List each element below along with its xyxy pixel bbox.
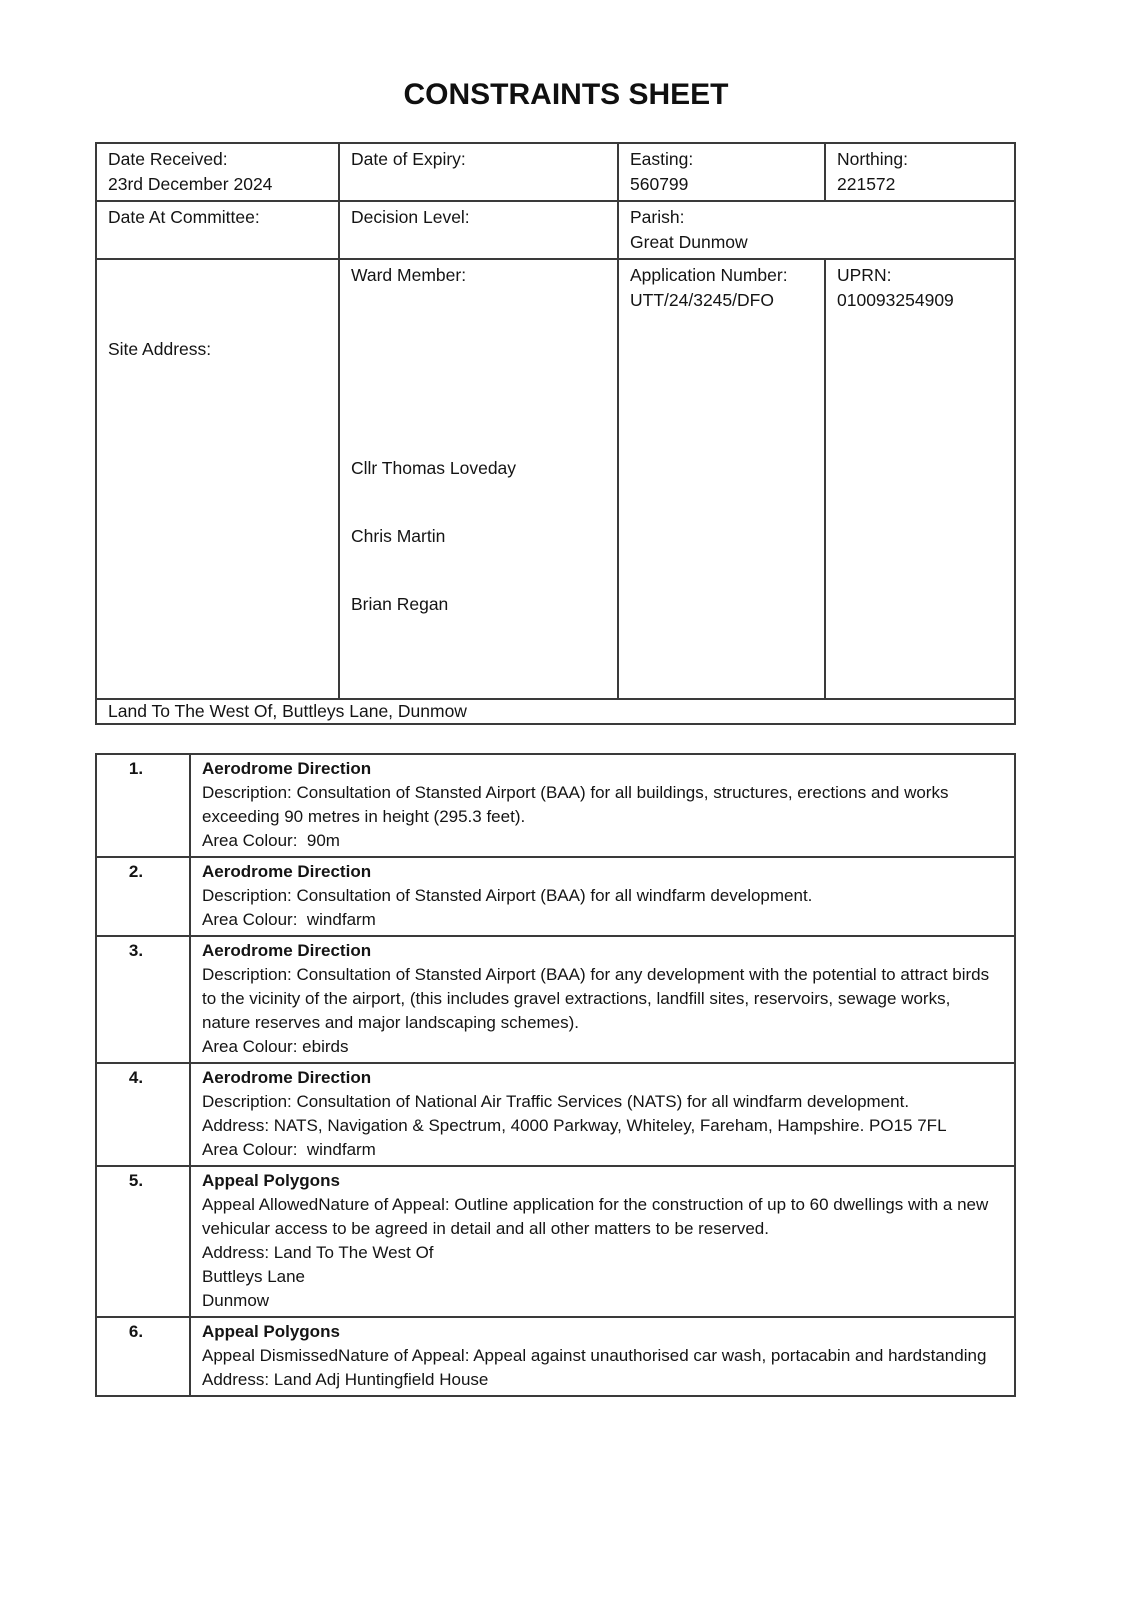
ward-member-label: Ward Member: <box>351 265 467 285</box>
date-received-cell <box>96 143 339 201</box>
constraint-number: 4. <box>96 1063 190 1166</box>
constraint-area-colour: Area Colour: windfarm <box>202 1140 376 1159</box>
constraint-row <box>96 857 1015 936</box>
constraint-type: Appeal Polygons <box>202 1171 340 1190</box>
constraint-row <box>96 1063 1015 1166</box>
constraint-body <box>190 1166 1015 1317</box>
date-of-expiry-cell <box>339 143 618 201</box>
parish-label: Parish: <box>630 207 685 227</box>
ward-member-name: Chris Martin <box>351 526 446 546</box>
decision-level-cell <box>339 201 618 259</box>
site-address-value-cell <box>96 699 1015 724</box>
constraint-number: 1. <box>96 754 190 857</box>
site-address-value: Land To The West Of, Buttleys Lane, Dunmow <box>108 701 467 721</box>
constraint-row <box>96 936 1015 1063</box>
uprn-cell <box>825 259 1015 699</box>
constraint-type: Appeal Polygons <box>202 1322 340 1341</box>
constraint-body <box>190 1317 1015 1396</box>
constraint-number: 3. <box>96 936 190 1063</box>
date-of-expiry-label: Date of Expiry: <box>351 149 466 169</box>
application-number-cell <box>618 259 825 699</box>
date-at-committee-cell <box>96 201 339 259</box>
constraint-address: Address: NATS, Navigation & Spectrum, 4000 Parkway, Whiteley, Fareham, Hampshire. PO15 7FL <box>202 1116 947 1135</box>
ward-member-name: Cllr Thomas Loveday <box>351 458 517 478</box>
constraint-area-colour: Area Colour: ebirds <box>202 1037 349 1056</box>
date-at-committee-label: Date At Committee: <box>108 207 260 227</box>
northing-value: 221572 <box>837 174 896 194</box>
constraint-type: Aerodrome Direction <box>202 1068 372 1087</box>
easting-cell <box>618 143 825 201</box>
constraint-body <box>190 1063 1015 1166</box>
constraint-number: 2. <box>96 857 190 936</box>
constraint-description: Description: Consultation of Stansted Airport (BAA) for all windfarm development. <box>202 886 813 905</box>
application-number-label: Application Number: <box>630 265 788 285</box>
constraint-description: Description: Consultation of Stansted Airport (BAA) for any development with the potential to attract birds to the vicinity of the airport, (this includes gravel extractions, landfill sites, reservoirs, sewage works, nature reserves and major landscaping schemes). <box>202 965 994 1032</box>
constraint-address: Address: Land Adj Huntingfield House <box>202 1370 489 1389</box>
constraint-number: 6. <box>96 1317 190 1396</box>
parish-value: Great Dunmow <box>630 232 748 252</box>
page-title: CONSTRAINTS SHEET <box>403 78 729 111</box>
constraint-address: Address: Land To The West Of <box>202 1243 434 1262</box>
constraint-body <box>190 754 1015 857</box>
date-received-label: Date Received: <box>108 149 228 169</box>
easting-label: Easting: <box>630 149 694 169</box>
northing-cell <box>825 143 1015 201</box>
info-row-committee <box>96 201 1015 259</box>
info-table <box>95 142 1016 725</box>
constraints-table <box>95 753 1016 1397</box>
constraint-area-colour: Area Colour: 90m <box>202 831 340 850</box>
constraint-row <box>96 754 1015 857</box>
constraint-body <box>190 936 1015 1063</box>
constraint-description: Appeal DismissedNature of Appeal: Appeal against unauthorised car wash, portacabin and hardstanding <box>202 1346 987 1365</box>
constraint-number: 5. <box>96 1166 190 1317</box>
constraint-description: Description: Consultation of Stansted Airport (BAA) for all buildings, structures, erections and works exceeding 90 metres in height (295.3 feet). <box>202 783 954 826</box>
constraint-row <box>96 1166 1015 1317</box>
info-row-dates <box>96 143 1015 201</box>
date-received-value: 23rd December 2024 <box>108 174 273 194</box>
constraint-description: Description: Consultation of National Air Traffic Services (NATS) for all windfarm development. <box>202 1092 910 1111</box>
constraint-address: Dunmow <box>202 1291 270 1310</box>
application-number-value: UTT/24/3245/DFO <box>630 290 774 310</box>
uprn-value: 010093254909 <box>837 290 954 310</box>
info-row-main <box>96 259 1015 699</box>
constraint-type: Aerodrome Direction <box>202 862 372 881</box>
northing-label: Northing: <box>837 149 909 169</box>
easting-value: 560799 <box>630 174 689 194</box>
ward-member-cell <box>339 259 618 699</box>
constraint-address: Buttleys Lane <box>202 1267 306 1286</box>
constraint-body <box>190 857 1015 936</box>
constraint-area-colour: Area Colour: windfarm <box>202 910 376 929</box>
info-row-site-address-value <box>96 699 1015 724</box>
ward-member-name: Brian Regan <box>351 594 449 614</box>
constraint-description: Appeal AllowedNature of Appeal: Outline application for the construction of up to 60 dwellings with a new vehicular access to be agreed in detail and all other matters to be reserved. <box>202 1195 994 1238</box>
decision-level-label: Decision Level: <box>351 207 470 227</box>
uprn-label: UPRN: <box>837 265 892 285</box>
constraint-type: Aerodrome Direction <box>202 941 372 960</box>
site-address-label: Site Address: <box>108 339 212 359</box>
site-address-cell <box>96 259 339 699</box>
constraint-row <box>96 1317 1015 1396</box>
parish-cell <box>618 201 1015 259</box>
constraint-type: Aerodrome Direction <box>202 759 372 778</box>
